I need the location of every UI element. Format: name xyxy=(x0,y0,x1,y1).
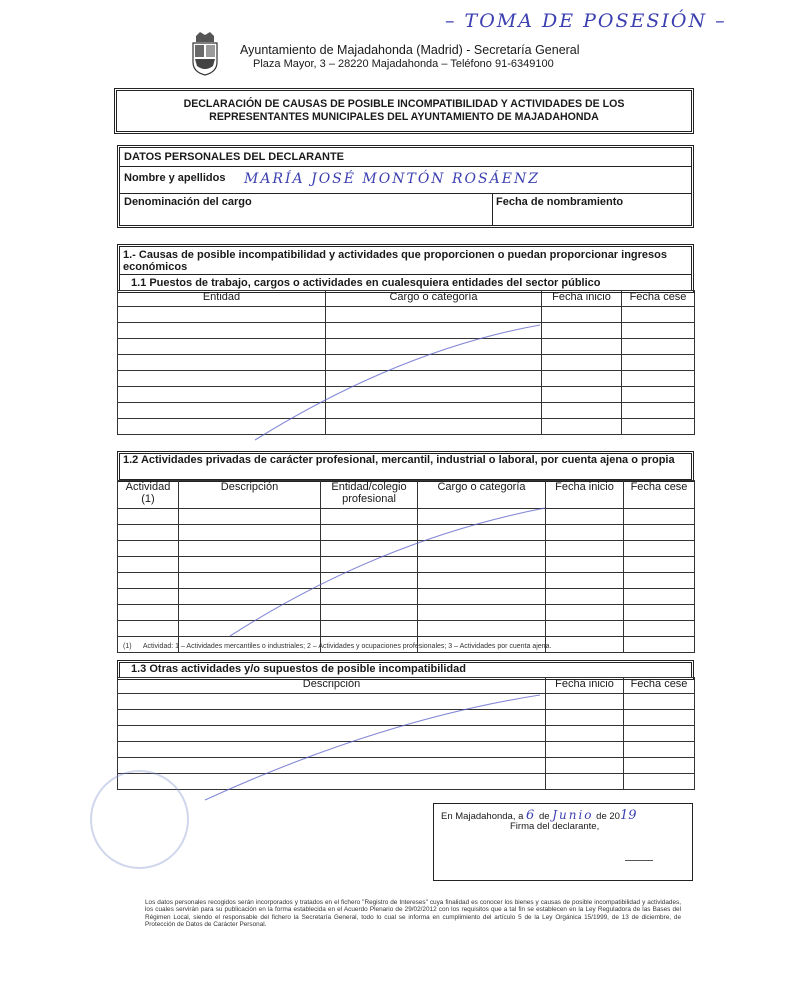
date-year: 19 xyxy=(619,808,637,823)
section1-header: 1.- Causas de posible incompatibilidad y actividades que proporcionen o puedan proporcionar ingresos económicos xyxy=(123,249,667,273)
date-day: 6 xyxy=(526,808,537,823)
table-row xyxy=(118,541,695,557)
table-row xyxy=(118,355,695,371)
col-position: Cargo o categoría xyxy=(326,291,542,307)
col-end-date: Fecha cese xyxy=(624,678,695,694)
signature-label: Firma del declarante, xyxy=(510,821,600,832)
table-row xyxy=(118,573,695,589)
table-row xyxy=(118,371,695,387)
private-activities-table xyxy=(117,480,695,653)
table-row xyxy=(118,742,695,758)
faded-stamp xyxy=(90,770,189,869)
activity-footnote: (1) Actividad: 1 – Actividades mercantiles o industriales; 2 – Actividades y ocupaciones profesionales; 3 – Actividades por cuenta ajena. xyxy=(123,643,552,650)
section11-subheader: 1.1 Puestos de trabajo, cargos o actividades en cualesquiera entidades del sector público xyxy=(131,277,601,289)
col-description: Descripción xyxy=(118,678,546,694)
table-row xyxy=(118,557,695,573)
name-value: MARÍA JOSÉ MONTÓN ROSÁENZ xyxy=(244,171,540,187)
table-row xyxy=(118,525,695,541)
name-label: Nombre y apellidos xyxy=(124,172,226,184)
data-protection-note: Los datos personales recogidos serán incorporados y tratados en el fichero "Registro de Intereses" cuya finalidad es conocer los bienes y causas de posible incompatibilidad y actividades, los cuales servirán para su publicación en la forma establecida en el Acuerdo Plenario de 29/02/2012 con los requisitos que a tal fin se establecen en la Ley Reguladora de las Bases del Régimen Local, siendo el responsable del fichero la Secretaría General, todo lo cual se informa en cumplimiento del artículo 5 de la Ley Orgánica 15/1999, de 13 de diciembre, de Protección de Datos de Carácter Personal. xyxy=(145,899,681,929)
col-entity-college: Entidad/colegio profesional xyxy=(321,481,418,509)
handwritten-header: – TOMA DE POSESIÓN – xyxy=(445,10,727,32)
col-end-date: Fecha cese xyxy=(622,291,695,307)
appointment-date-label: Fecha de nombramiento xyxy=(496,196,624,208)
table-row xyxy=(118,403,695,419)
table-row xyxy=(118,419,695,435)
letterhead-line2: Plaza Mayor, 3 – 28220 Majadahonda – Teléfono 91-6349100 xyxy=(253,58,554,70)
section12-header: 1.2 Actividades privadas de carácter profesional, mercantil, industrial o laboral, por cuenta ajena o propia xyxy=(123,454,675,466)
date-month: Junio xyxy=(552,808,594,822)
table-row xyxy=(118,323,695,339)
col-entity: Entidad xyxy=(118,291,326,307)
title-line1: DECLARACIÓN DE CAUSAS DE POSIBLE INCOMPATIBILIDAD Y ACTIVIDADES DE LOS xyxy=(183,98,625,110)
table-row xyxy=(118,307,695,323)
other-activities-table xyxy=(117,677,695,790)
table-row xyxy=(118,605,695,621)
date-place: En Majadahonda, a xyxy=(441,811,524,822)
col-start-date: Fecha inicio xyxy=(542,291,622,307)
table-row xyxy=(118,589,695,605)
table-row xyxy=(118,710,695,726)
table-row xyxy=(118,694,695,710)
table-row xyxy=(118,387,695,403)
table-row xyxy=(118,774,695,790)
date-de1: de xyxy=(538,811,550,822)
title-line2: REPRESENTANTES MUNICIPALES DEL AYUNTAMIENTO DE MAJADAHONDA xyxy=(209,111,599,123)
position-label: Denominación del cargo xyxy=(124,196,252,208)
table-row xyxy=(118,621,695,637)
coat-of-arms-icon xyxy=(190,32,220,76)
col-start-date: Fecha inicio xyxy=(546,481,624,509)
col-position: Cargo o categoría xyxy=(418,481,546,509)
col-description: Descripción xyxy=(179,481,321,509)
table-row xyxy=(118,339,695,355)
table-row xyxy=(118,758,695,774)
letterhead-line1: Ayuntamiento de Majadahonda (Madrid) - Secretaría General xyxy=(240,43,580,57)
table-row xyxy=(118,509,695,525)
col-start-date: Fecha inicio xyxy=(546,678,624,694)
date-de2: de 20 xyxy=(596,811,620,822)
col-end-date: Fecha cese xyxy=(624,481,695,509)
personal-data-header: DATOS PERSONALES DEL DECLARANTE xyxy=(124,151,345,163)
table-row xyxy=(118,726,695,742)
section13-header: 1.3 Otras actividades y/o supuestos de posible incompatibilidad xyxy=(131,663,466,675)
col-activity: Actividad (1) xyxy=(118,481,179,509)
public-sector-table xyxy=(117,290,695,435)
